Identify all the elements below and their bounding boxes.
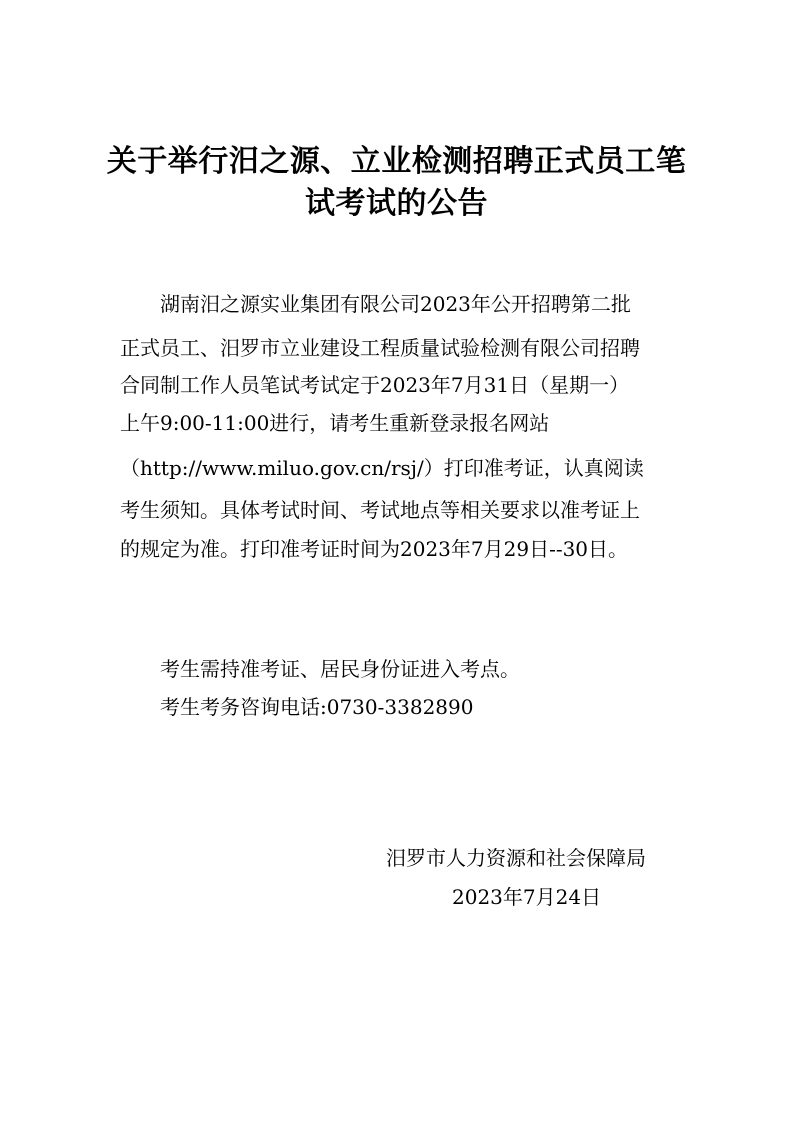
issue-date: 2023年7月24日 [452, 885, 602, 909]
note-id-requirement: 考生需持准考证、居民身份证进入考点。 [160, 657, 520, 681]
body-line-3: 合同制工作人员笔试考试定于2023年7月31日（星期一） [120, 373, 630, 397]
note-hotline: 考生考务咨询电话:0730-3382890 [160, 695, 474, 719]
document-title-line-2: 试考试的公告 [305, 186, 488, 221]
issuer-name: 汨罗市人力资源和社会保障局 [386, 846, 646, 870]
body-line-1: 湖南汨之源实业集团有限公司2023年公开招聘第二批 [160, 292, 631, 316]
body-line-6: 考生须知。具体考试时间、考试地点等相关要求以准考证上 [120, 498, 640, 522]
body-line-4: 上午9:00-11:00进行，请考生重新登录报名网站 [120, 411, 550, 435]
document-title-line-1: 关于举行汨之源、立业检测招聘正式员工笔 [106, 144, 687, 179]
body-line-2: 正式员工、汨罗市立业建设工程质量试验检测有限公司招聘 [120, 336, 640, 360]
body-line-7: 的规定为准。打印准考证时间为2023年7月29日--30日。 [120, 537, 629, 561]
body-line-5: （http://www.miluo.gov.cn/rsj/）打印准考证，认真阅读 [120, 456, 644, 480]
